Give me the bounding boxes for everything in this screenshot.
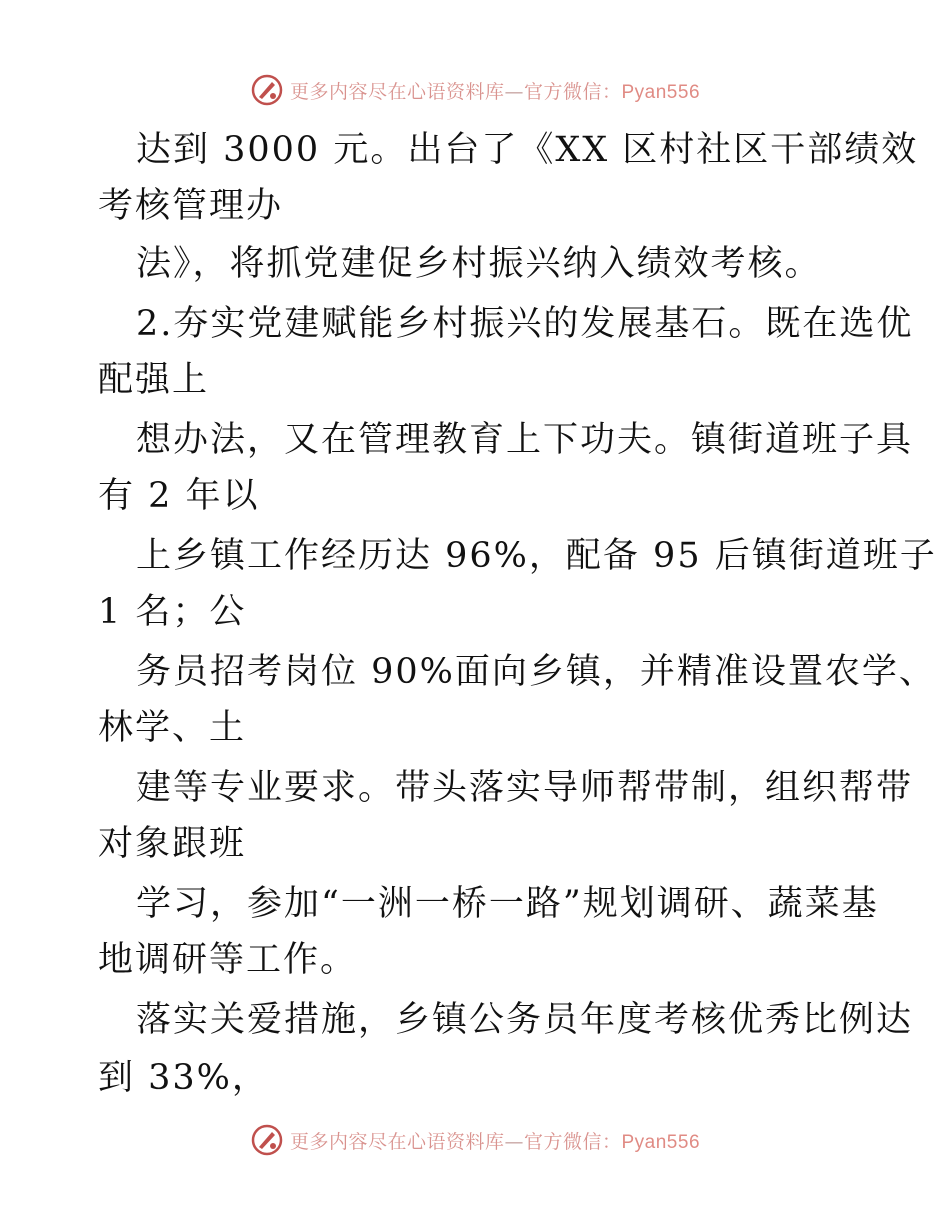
body-line: 建等专业要求。带头落实导师帮带制，组织帮带 [136,768,914,808]
banner-main-text: 更多内容尽在心语资料库 [289,1130,505,1153]
banner-separator: — [504,1130,524,1153]
body-line: 上乡镇工作经历达 96%，配备 95 后镇街道班子 [136,536,937,576]
body-line: 达到 3000 元。出台了《XX 区村社区干部绩效 [136,130,919,170]
body-line: 林学、土 [98,708,247,748]
quill-logo-icon [250,73,284,107]
body-line: 务员招考岗位 90%面向乡镇，并精准设置农学、 [136,652,936,692]
body-line: 想办法，又在管理教育上下功夫。镇街道班子具 [136,420,914,460]
page-footer-banner [0,1120,950,1160]
banner-text [290,77,700,104]
body-line: 2.夯实党建赋能乡村振兴的发展基石。既在选优 [136,304,914,344]
banner-separator: — [504,80,524,103]
quill-logo-icon [250,1123,284,1157]
body-line: 配强上 [98,360,210,400]
body-line: 学习，参加“一洲一桥一路”规划调研、蔬菜基 [136,884,879,924]
body-line: 对象跟班 [98,824,247,864]
body-line: 有 2 年以 [98,476,260,516]
body-line: 到 33%， [98,1058,269,1098]
body-line: 落实关爱措施，乡镇公务员年度考核优秀比例达 [136,1000,914,1040]
banner-wechat-id: Pyan556 [621,1131,701,1153]
page-header-banner [0,70,950,110]
body-line: 地调研等工作。 [98,940,358,980]
banner-text [290,1127,700,1154]
banner-main-text: 更多内容尽在心语资料库 [289,80,505,103]
banner-official-label: 官方微信： [523,1130,622,1153]
banner-official-label: 官方微信： [523,80,622,103]
body-line: 1 名；公 [98,592,247,632]
banner-wechat-id: Pyan556 [621,81,701,103]
body-line: 法》，将抓党建促乡村振兴纳入绩效考核。 [136,244,822,284]
body-line: 考核管理办 [98,186,284,226]
